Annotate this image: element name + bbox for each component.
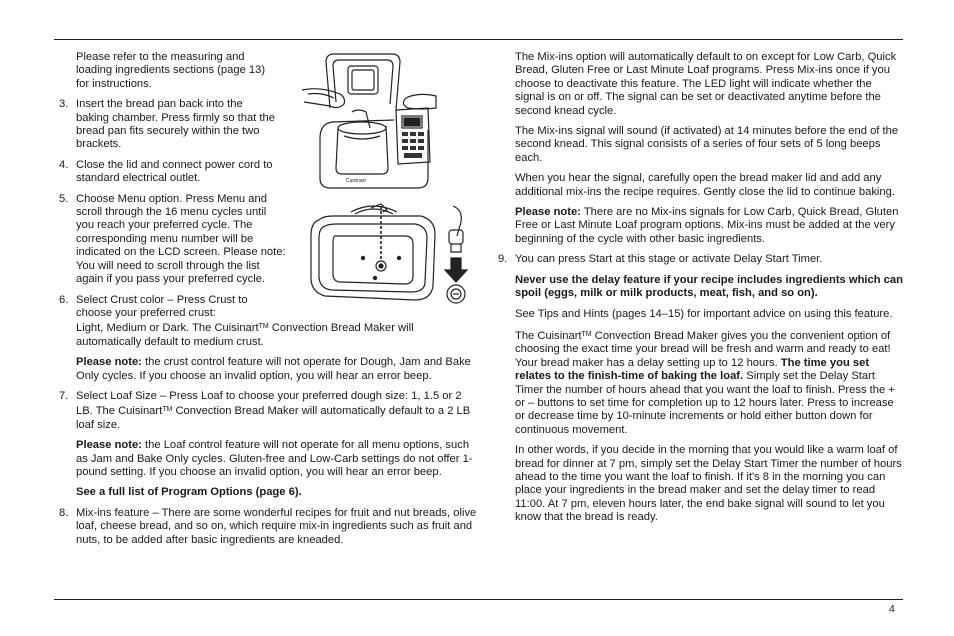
note-label: Please note:: [76, 356, 142, 369]
step-4: [54, 159, 276, 186]
bread-pan-paddle-illustration: [305, 196, 480, 314]
crust-note: Please note: the crust control feature will not operate for Dough, Jam and Bake Only cycles. If you choose an invalid option, you will hear an error beep.: [76, 356, 471, 382]
step-5: [54, 193, 286, 287]
bread-maker-illustration: [300, 50, 440, 195]
mixins-default-text: The Mix-ins option will automatically default to on except for Low Carb, Quick Bread, Gluten Free or Last Minute Loaf programs. Press Mix-ins once if you choose to deactivate this feature. The LED light will indicate whether the signal is on or off. The signal can be set or deactivated anytime before the second knead cycle.: [515, 51, 897, 117]
step-8: [54, 507, 479, 547]
svg-text:Cuisinart: Cuisinart: [346, 178, 366, 184]
note-label: Please note:: [515, 206, 581, 219]
step-text-continued: Light, Medium or Dark. The Cuisinart™ Convection Bread Maker will automatically default to medium crust.: [76, 322, 414, 348]
note-label: Please note:: [76, 439, 142, 452]
delay-example-text: In other words, if you decide in the morning that you would like a warm loaf of bread for dinner at 7 pm, simply set the Delay Start Timer the number of hours ahead to the time you want the loaf to finish. If it's 8 in the morning you can place your ingredients in the bread maker and set the delay timer to read 11:00. At 7 pm, eleven hours later, the end bake signal will sound to let you know that the bread is ready.: [515, 444, 902, 524]
step-number: 3.: [59, 98, 69, 111]
step-number: 5.: [59, 192, 69, 205]
loaf-note: Please note: the Loaf control feature will not operate for all menu options, such as Jam and Bake Only cycles. Gluten-free and Low-Carb settings do not offer 1-pound setting. If you choose an invalid option, you will hear an error beep.: [76, 439, 473, 478]
step-text: Select Loaf Size – Press Loaf to choose your preferred dough size: 1, 1.5 or 2 LB. The Cuisinart™ Convection Bread Maker will automatically default to a 2 LB loaf size.: [76, 389, 471, 431]
step-text: Close the lid and connect power cord to standard electrical outlet.: [76, 158, 273, 185]
trademark-mark: TM: [581, 330, 592, 338]
page-number: 4: [889, 603, 895, 615]
step-text: You can press Start at this stage or activate Delay Start Timer.: [515, 253, 823, 266]
mixins-add-text: When you hear the signal, carefully open the bread maker lid and add any additional mix-ins the recipe requires. Gently close the lid to continue baking.: [515, 172, 895, 198]
trademark-mark: TM: [162, 406, 173, 414]
step-number: 9.: [498, 253, 508, 266]
mixins-note: Please note: There are no Mix-ins signals for Low Carb, Quick Bread, Gluten Free or Last Minute Loaf program options. Mix-ins must be added at the very beginning of the cycle with other basic ingredients.: [515, 206, 899, 245]
step-text: Insert the bread pan back into the baking chamber. Press firmly so that the bread pan fits securely within the two brackets.: [76, 98, 275, 151]
step-text: Choose Menu option. Press Menu and scroll through the 16 menu cycles until you reach your preferred cycle. The corresponding menu number will be indicated on the LCD screen. Please note: You will need to scroll through the list again if you pass your preferred cycle.: [76, 192, 286, 286]
delay-timer-text: The Cuisinart™ Convection Bread Maker gives you the convenient option of choosing the exact time your bread will be fresh and warm and ready to eat! Your bread maker has a delay setting up to 12 hours. The time you set relates to the finish-time of baking the loaf. Simply set the Delay Start Timer the number of hours ahead that you want the loaf to finish. Press the + or – buttons to set time for completion up to 12 hours later. Press to increase or decrease time by 10-minute increments or hold either button down for continuous movement.: [515, 329, 895, 436]
top-rule: [54, 39, 903, 40]
step-number: 6.: [59, 293, 69, 306]
intro-text: Please refer to the measuring and loading ingredients sections (page 13) for instructions.: [76, 51, 266, 90]
step-9: [493, 253, 903, 266]
step-7: [54, 390, 479, 432]
program-options-reference: See a full list of Program Options (page 6).: [76, 486, 302, 499]
trademark-mark: TM: [258, 323, 269, 331]
tips-reference: See Tips and Hints (pages 14–15) for important advice on using this feature.: [515, 307, 893, 320]
step-text: Select Crust color – Press Crust to choose your preferred crust:: [76, 293, 248, 319]
step-number: 4.: [59, 158, 69, 171]
step-number: 7.: [59, 389, 69, 402]
right-column: [493, 51, 903, 532]
step-text: Mix-ins feature – There are some wonderful recipes for fruit and nut breads, olive loaf, cheese bread, and so on, which require mix-in ingredients such as fruit and nuts, to be added after basic ingredients are kneaded.: [76, 506, 477, 546]
bottom-rule: [54, 599, 903, 600]
delay-warning: Never use the delay feature if your recipe includes ingredients which can spoil (eggs, milk or milk products, meat, fish, and so on).: [515, 273, 903, 300]
mixins-signal-text: The Mix-ins signal will sound (if activated) at 14 minutes before the end of the second knead. This signal consists of a series of four sets of 5 long beeps each.: [515, 125, 899, 164]
step-3: [54, 98, 276, 152]
step-number: 8.: [59, 506, 69, 519]
